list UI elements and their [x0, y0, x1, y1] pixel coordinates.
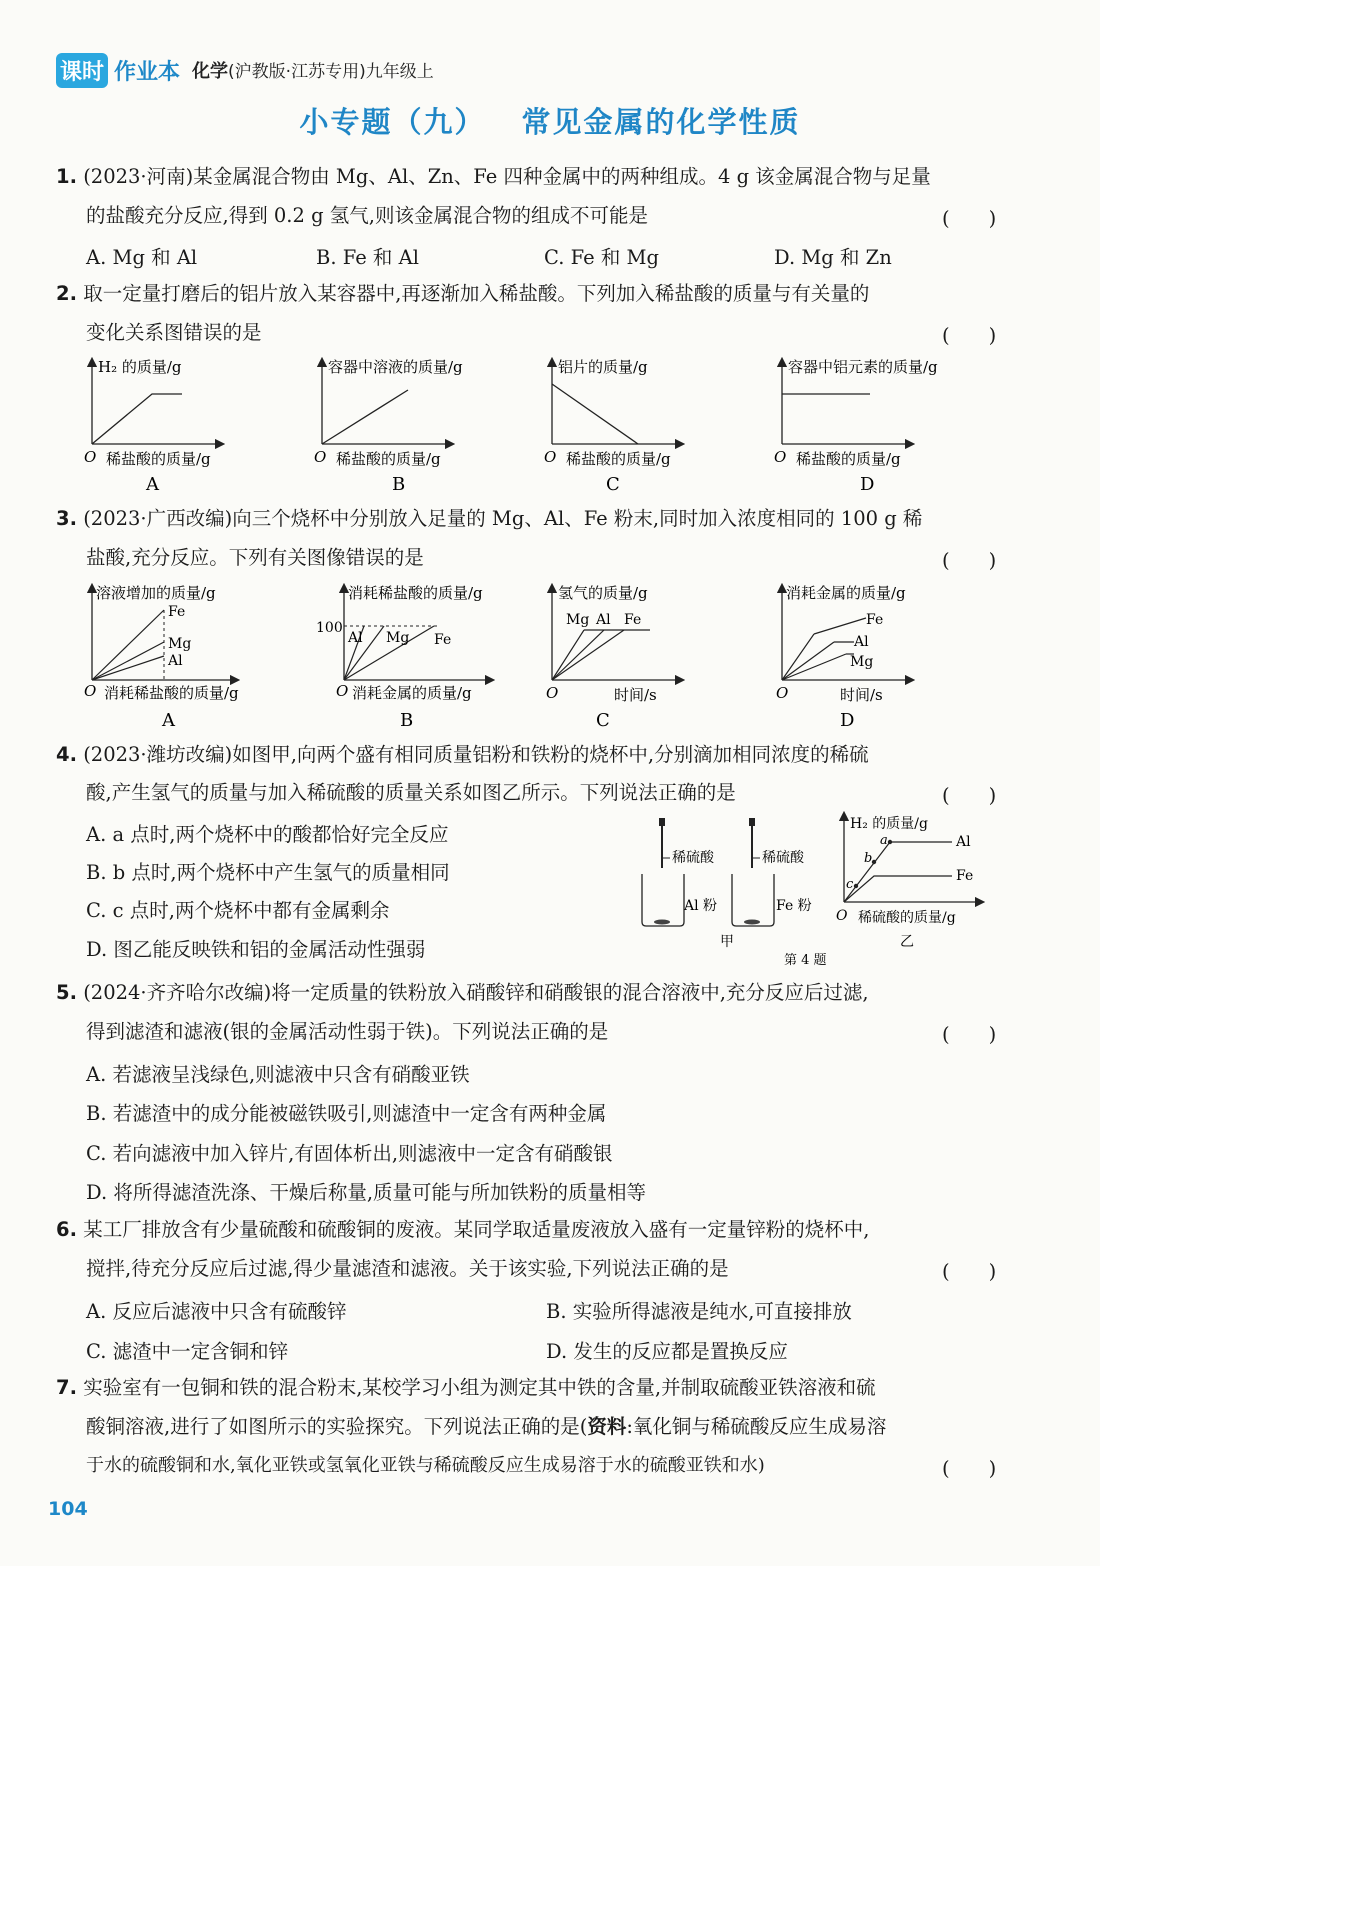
q5-option-b[interactable]: B. 若滤渣中的成分能被磁铁吸引,则滤渣中一定含有两种金属: [86, 1102, 607, 1125]
beaker-al: [642, 818, 734, 950]
q1-option-b[interactable]: B. Fe 和 Al: [316, 246, 419, 269]
q3b-origin: O: [336, 682, 349, 700]
q2-text-1: 取一定量打磨后的铝片放入某容器中,再逐渐加入稀盐酸。下列加入稀盐酸的质量与有关量的: [83, 282, 870, 305]
q3d-letter: D: [840, 710, 855, 731]
q3-graph-a[interactable]: [84, 584, 239, 731]
q5-answer-blank[interactable]: ( ): [942, 1023, 997, 1046]
q2c-letter: C: [606, 474, 620, 495]
q2c-xlabel: 稀盐酸的质量/g: [566, 450, 671, 468]
q4-number: 4.: [56, 743, 77, 766]
q3c-label-fe: Fe: [624, 612, 642, 628]
q6-option-a[interactable]: A. 反应后滤液中只含有硫酸锌: [86, 1300, 347, 1323]
q5-option-c[interactable]: C. 若向滤液中加入锌片,有固体析出,则滤液中一定含有硝酸银: [86, 1142, 613, 1165]
q3b-ytick: 100: [316, 620, 343, 636]
q1-option-c[interactable]: C. Fe 和 Mg: [544, 246, 659, 269]
q1-line-1: [56, 164, 931, 190]
q3d-label-mg: Mg: [850, 654, 874, 670]
brand-logo: [56, 53, 180, 88]
q2d-xlabel: 稀盐酸的质量/g: [796, 450, 901, 468]
q2b-letter: B: [392, 474, 406, 495]
q3-text-1: (2023·广西改编)向三个烧杯中分别放入足量的 Mg、Al、Fe 粉末,同时加入浓度相同的 100 g 稀: [83, 507, 923, 530]
q4-yi-origin: O: [836, 908, 848, 924]
title-part-2: 常见金属的化学性质: [521, 105, 801, 139]
q4-option-c[interactable]: C. c 点时,两个烧杯中都有金属剩余: [86, 899, 390, 922]
logo-text: 作业本: [114, 59, 181, 85]
q2d-ylabel: 容器中铝元素的质量/g: [788, 358, 938, 376]
q4-yi-ylabel: H₂ 的质量/g: [850, 816, 928, 832]
q3c-xlabel: 时间/s: [614, 686, 657, 704]
q2a-xlabel: 稀盐酸的质量/g: [106, 450, 211, 468]
q3b-letter: B: [400, 710, 414, 731]
q2-line-1: [56, 281, 869, 307]
q2a-letter: A: [146, 474, 159, 495]
q3a-letter: A: [162, 710, 175, 731]
q6-option-b[interactable]: B. 实验所得滤液是纯水,可直接排放: [546, 1300, 852, 1323]
beaker-fe: [732, 818, 812, 926]
q3c-letter: C: [596, 710, 610, 731]
q4-point-b: b: [864, 851, 873, 866]
q2b-origin: O: [314, 448, 327, 466]
q3b-ylabel: 消耗稀盐酸的质量/g: [348, 584, 483, 602]
header-subject: [192, 57, 434, 83]
q3-graph-b[interactable]: [316, 584, 490, 731]
q4-option-d[interactable]: D. 图乙能反映铁和铝的金属活动性强弱: [86, 938, 426, 961]
q2d-origin: O: [774, 448, 787, 466]
q4-jia-label: 甲: [720, 934, 734, 950]
q2-graph-a[interactable]: [84, 358, 220, 495]
q1-line-2: 的盐酸充分反应,得到 0.2 g 氢气,则该金属混合物的组成不可能是: [86, 204, 648, 227]
q3b-xlabel: 消耗金属的质量/g: [352, 684, 472, 702]
q4-yi-label: 乙: [900, 934, 914, 950]
q3c-ylabel: 氢气的质量/g: [558, 584, 648, 602]
q7-text-2c: :氧化铜与稀硫酸反应生成易溶: [626, 1415, 887, 1438]
q1-number: 1.: [56, 165, 77, 188]
logo-badge: 课时: [56, 53, 108, 88]
q3b-label-fe: Fe: [434, 632, 452, 648]
q2a-ylabel: H₂ 的质量/g: [98, 358, 182, 376]
q6-answer-blank[interactable]: ( ): [942, 1260, 997, 1283]
q4-line-2: 酸,产生氢气的质量与加入稀硫酸的质量关系如图乙所示。下列说法正确的是: [86, 781, 736, 804]
q4-graph-yi[interactable]: [836, 816, 980, 950]
q4-line-al: Al: [956, 834, 971, 850]
q3-answer-blank[interactable]: ( ): [942, 549, 997, 572]
q3-number: 3.: [56, 507, 77, 530]
q2b-xlabel: 稀盐酸的质量/g: [336, 450, 441, 468]
q2c-origin: O: [544, 448, 557, 466]
q3a-label-al: Al: [168, 653, 183, 669]
q6-option-c[interactable]: C. 滤渣中一定含铜和锌: [86, 1340, 289, 1363]
q2-answer-blank[interactable]: ( ): [942, 324, 997, 347]
q3c-label-mg: Mg: [566, 612, 590, 628]
q4-line-fe: Fe: [956, 868, 974, 884]
q3-line-1: [56, 506, 922, 532]
q1-answer-blank[interactable]: ( ): [942, 207, 997, 230]
q2d-letter: D: [860, 474, 875, 495]
q5-line-2: 得到滤渣和滤液(银的金属活动性弱于铁)。下列说法正确的是: [86, 1020, 609, 1043]
q1-option-a[interactable]: A. Mg 和 Al: [86, 246, 198, 269]
q2-graph-c[interactable]: [544, 358, 680, 495]
q6-line-1: [56, 1217, 869, 1243]
q4-al-powder-label: Al 粉: [684, 898, 718, 914]
q2-graph-b[interactable]: [314, 358, 463, 495]
q6-text-1: 某工厂排放含有少量硫酸和硫酸铜的废液。某同学取适量废液放入盛有一定量锌粉的烧杯中,: [83, 1218, 870, 1241]
q3a-label-fe: Fe: [168, 604, 186, 620]
q2-graph-d[interactable]: [774, 358, 938, 495]
q3b-label-mg: Mg: [386, 630, 410, 646]
q2-line-2: 变化关系图错误的是: [86, 321, 262, 344]
title-part-1: 小专题（九）: [299, 105, 486, 139]
q4-figure: [634, 810, 994, 975]
q2-graphs: [60, 352, 1060, 497]
q3-graph-d[interactable]: [776, 584, 910, 731]
q7-resource-label: 资料: [587, 1415, 627, 1438]
q5-number: 5.: [56, 981, 77, 1004]
q7-text-2a: 酸铜溶液,进行了如图所示的实验探究。下列说法正确的是(: [86, 1415, 588, 1438]
q2-number: 2.: [56, 282, 77, 305]
q4-point-a: a: [880, 833, 888, 848]
q2c-ylabel: 铝片的质量/g: [558, 358, 648, 376]
q2b-ylabel: 容器中溶液的质量/g: [328, 358, 463, 376]
edition-text: (沪教版·江苏专用)九年级上: [228, 62, 434, 82]
q4-answer-blank[interactable]: ( ): [942, 784, 997, 807]
q5-option-d[interactable]: D. 将所得滤渣洗涤、干燥后称量,质量可能与所加铁粉的质量相等: [86, 1181, 647, 1204]
page-title: [0, 100, 1100, 141]
q7-line-2: [86, 1414, 886, 1440]
q3d-xlabel: 时间/s: [840, 686, 883, 704]
subject-name: 化学: [192, 61, 229, 82]
q4-option-b[interactable]: B. b 点时,两个烧杯中产生氢气的质量相同: [86, 861, 450, 884]
q4-point-c: c: [846, 877, 854, 892]
page-header: [56, 54, 434, 86]
q3d-origin: O: [776, 684, 789, 702]
q3-graphs: [60, 578, 1060, 733]
q4-text-1: (2023·潍坊改编)如图甲,向两个盛有相同质量铝粉和铁粉的烧杯中,分别滴加相同浓度的稀硫: [83, 743, 869, 766]
q3a-xlabel: 消耗稀盐酸的质量/g: [104, 684, 239, 702]
page-number: 104: [48, 1498, 88, 1520]
q3a-label-mg: Mg: [168, 636, 192, 652]
q6-option-d[interactable]: D. 发生的反应都是置换反应: [546, 1340, 788, 1363]
q7-answer-blank[interactable]: ( ): [942, 1457, 997, 1480]
q7-text-1: 实验室有一包铜和铁的混合粉末,某校学习小组为测定其中铁的含量,并制取硫酸亚铁溶液和硫: [83, 1376, 876, 1399]
q3c-label-al: Al: [596, 612, 611, 628]
q3-line-2: 盐酸,充分反应。下列有关图像错误的是: [86, 546, 424, 569]
q6-number: 6.: [56, 1218, 77, 1241]
q3c-origin: O: [546, 684, 559, 702]
q5-line-1: [56, 980, 869, 1006]
q3a-ylabel: 溶液增加的质量/g: [96, 584, 216, 602]
q3b-label-al: Al: [348, 630, 363, 646]
q1-option-d[interactable]: D. Mg 和 Zn: [774, 246, 892, 269]
q4-option-a[interactable]: A. a 点时,两个烧杯中的酸都恰好完全反应: [86, 823, 449, 846]
q2a-origin: O: [84, 448, 97, 466]
q3d-label-fe: Fe: [866, 612, 884, 628]
q5-option-a[interactable]: A. 若滤液呈浅绿色,则滤液中只含有硝酸亚铁: [86, 1063, 470, 1086]
q3a-origin: O: [84, 682, 97, 700]
q6-line-2: 搅拌,待充分反应后过滤,得少量滤渣和滤液。关于该实验,下列说法正确的是: [86, 1257, 729, 1280]
q5-text-1: (2024·齐齐哈尔改编)将一定质量的铁粉放入硝酸锌和硝酸银的混合溶液中,充分反应后过滤,: [83, 981, 869, 1004]
q7-line-3: 于水的硫酸铜和水,氧化亚铁或氢氧化亚铁与稀硫酸反应生成易溶于水的硫酸亚铁和水): [86, 1455, 765, 1476]
q4-fe-powder-label: Fe 粉: [776, 898, 812, 914]
q3d-label-al: Al: [854, 634, 869, 650]
q4-line-1: [56, 742, 869, 768]
q4-yi-xlabel: 稀硫酸的质量/g: [858, 910, 956, 926]
q4-caption: 第 4 题: [784, 953, 827, 968]
q4-acid-label-1: 稀硫酸: [672, 850, 714, 866]
q4-acid-label-2: 稀硫酸: [762, 850, 804, 866]
q3-graph-c[interactable]: [546, 584, 680, 731]
q3d-ylabel: 消耗金属的质量/g: [786, 584, 906, 602]
q1-text-1: (2023·河南)某金属混合物由 Mg、Al、Zn、Fe 四种金属中的两种组成。4 g 该金属混合物与足量: [83, 165, 931, 188]
q7-number: 7.: [56, 1376, 77, 1399]
q7-line-1: [56, 1375, 876, 1401]
